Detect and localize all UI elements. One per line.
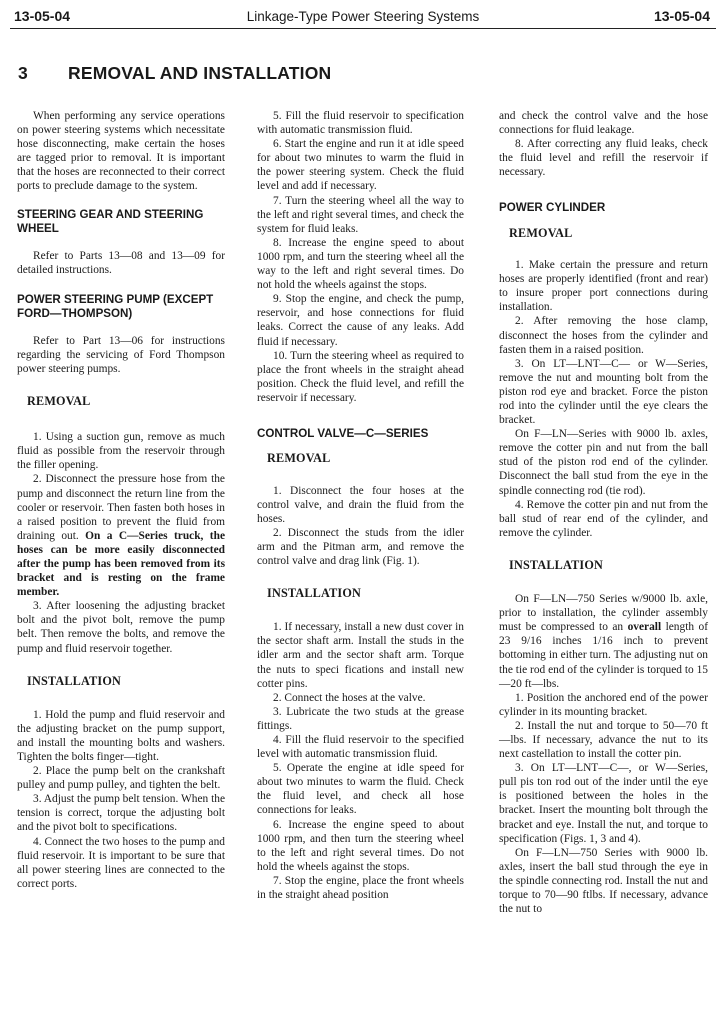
cylinder-install-note-c: length of 23 9/16 inches 1/16 inch to prevent bottoming in either turn. The adjusting nut on the tie rod end of the cylinder is torqued to 15—20 ft—lbs.: [499, 621, 709, 690]
heading-cylinder-removal: REMOVAL: [509, 225, 573, 240]
cylinder-install-note-overall: overall: [627, 621, 662, 634]
section-title: REMOVAL AND INSTALLATION: [68, 63, 332, 83]
cylinder-install-step-4: On F—LN—750 Series with 9000 lb. axles, insert the ball stud through the eye in the spindle connecting rod. Install the nut and torque to 70—90 ftlbs. If necessary, advance the nut to: [499, 846, 708, 916]
column-2: [257, 109, 464, 902]
section-number: 3: [18, 63, 28, 83]
pump-install-step-5: 5. Fill the fluid reservoir to specification with automatic transmission fluid.: [257, 110, 464, 137]
heading-control-valve: CONTROL VALVE—C—SERIES: [257, 426, 429, 440]
valve-install-step-1: 1. If necessary, install a new dust cover in the sector shaft arm. Install the studs in the idler arm and the sector shaft arm. Torque the nuts to speci fications and install new cotter pins.: [257, 621, 464, 690]
pump-removal-step-3: 3. After loosening the adjusting bracket bolt and the pivot bolt, remove the pump belt. Then remove the bolts, and remove the pump and fluid reservoir together.: [17, 600, 225, 655]
cylinder-removal-step-4: 4. Remove the cotter pin and nut from the ball stud of rear end of the cylinder, and remove the cylinder.: [499, 498, 708, 539]
cylinder-removal-step-3: 3. On LT—LNT—C— or W—Series, remove the nut and mounting bolt from the piston rod eye and bracket. Force the piston rod into the cylinder until the eye clears the bracket.: [499, 357, 708, 427]
heading-valve-installation: INSTALLATION: [267, 586, 362, 601]
cylinder-removal-step-2: 2. After removing the hose clamp, disconnect the hoses from the cylinder and fasten them in a raised position.: [499, 315, 708, 356]
page-number-left: 13-05-04: [14, 8, 71, 24]
heading-cylinder-installation: INSTALLATION: [509, 557, 604, 572]
heading-power-cylinder: POWER CYLINDER: [499, 201, 606, 215]
header-rule: [10, 28, 716, 29]
valve-install-step-3: 3. Lubricate the two studs at the grease fittings.: [257, 705, 464, 732]
pump-text: Refer to Part 13—06 for instructions regarding the servicing of Ford Thompson power steering pumps.: [17, 334, 225, 375]
steering-gear-text: Refer to Parts 13—08 and 13—09 for detailed instructions.: [17, 249, 225, 276]
valve-removal-step-1: 1. Disconnect the four hoses at the control valve, and drain the fluid from the hoses.: [257, 484, 464, 525]
cylinder-install-note: [499, 592, 708, 691]
page-number-right: 13-05-04: [653, 8, 710, 24]
valve-install-step-4: 4. Fill the fluid reservoir to the specified level with automatic transmission fluid.: [257, 733, 464, 761]
valve-install-step-7-continued: and check the control valve and the hose connections for fluid leakage.: [499, 110, 708, 137]
page-header: [0, 8, 726, 28]
valve-install-step-7: 7. Stop the engine, place the front wheels in the straight ahead position: [257, 874, 464, 901]
heading-pump-removal: REMOVAL: [27, 394, 91, 409]
pump-install-step-6: 6. Start the engine and run it at idle speed for about two minutes to warm the fluid in the power steering system. Check the fluid level and add if necessary.: [257, 138, 464, 193]
heading-valve-removal: REMOVAL: [267, 451, 331, 466]
pump-removal-step-2-note: On a C—Series truck, the hoses can be more easily disconnected after the pump has been removed from its bracket and is resting on the frame member.: [17, 529, 225, 599]
cylinder-install-note-a: On F—LN—750 Series w/9000 lb. axle, prior to installation, the cylinder assembly must be compressed to an: [499, 593, 708, 634]
intro-paragraph: When performing any service operations on power steering systems which necessitate hose disconnecting, make certain the hoses are tagged prior to removal. It is important that the hoses are reconnected to their correct ports to preclude damage to the system.: [17, 110, 225, 193]
heading-steering-gear: STEERING GEAR AND STEERING WHEEL: [17, 207, 204, 236]
pump-install-step-8: 8. Increase the engine speed to about 1000 rpm, and turn the steering wheel all the way to the left and right several times. Do not hold the wheels against the stops.: [257, 236, 464, 292]
column-1: [17, 109, 225, 891]
cylinder-removal-step-3b: On F—LN—Series with 9000 lb. axles, remove the cotter pin and nut from the ball stud of the piston rod end of the cylinder. Disconnect the ball stud from the eye in the spindle connecting rod (tie rod).: [499, 428, 708, 497]
pump-removal-step-2: [17, 472, 225, 599]
pump-install-step-10: 10. Turn the steering wheel as required to place the front wheels in the straight ahead position. Check the fluid level, and refill the reservoir if necessary.: [257, 349, 464, 404]
pump-install-step-7: 7. Turn the steering wheel all the way to the left and right several times, and check the system for fluid leaks.: [257, 194, 464, 235]
running-title: Linkage-Type Power Steering Systems: [246, 9, 480, 24]
pump-install-step-1: 1. Hold the pump and fluid reservoir and the adjusting bracket on the pump support, and install the mounting bolts and washers. Tighten the bolts finger—tight.: [17, 708, 225, 763]
cylinder-install-step-1: 1. Position the anchored end of the power cylinder in its mounting bracket.: [499, 691, 708, 718]
pump-install-step-2: 2. Place the pump belt on the crankshaft pulley and pump pulley, and tighten the belt.: [17, 765, 225, 792]
pump-install-step-3: 3. Adjust the pump belt tension. When the tension is correct, torque the adjusting bolt and the pivot bolt to specifications.: [17, 793, 225, 834]
cylinder-install-step-2: 2. Install the nut and torque to 50—70 ft—lbs. If necessary, advance the nut to its next castellation to install the cotter pin.: [499, 719, 708, 761]
section-heading: [18, 63, 331, 84]
pump-install-step-9: 9. Stop the engine, and check the pump, reservoir, and hose connections for fluid leaks. Correct the cause of any leaks. Add fluid if necessary.: [257, 293, 464, 348]
valve-install-step-5: 5. Operate the engine at idle speed for about two minutes to warm the fluid. Check the fluid level, and check all hose connections for leaks.: [257, 762, 464, 817]
pump-removal-step-1: 1. Using a suction gun, remove as much fluid as possible from the reservoir through the filler opening.: [17, 431, 225, 472]
cylinder-removal-step-1: 1. Make certain the pressure and return hoses are properly identified (front and rear) to insure proper port connections during installation.: [499, 259, 708, 314]
cylinder-install-step-3: 3. On LT—LNT—C—, or W—Series, pull pis ton rod out of the inder until the eye is positioned between the holes in the bracket. Insert the mounting bolt through the bracket and eye. Install the nut, and torque to specification (Figs. 1, 3 and 4).: [499, 762, 708, 845]
pump-removal-step-2-text: 2. Disconnect the pressure hose from the pump and disconnect the return line from the cooler or reservoir. Then fasten both hoses in a raised position to prevent the fluid from draining out.: [17, 473, 225, 542]
valve-install-step-6: 6. Increase the engine speed to about 1000 rpm, and then turn the steering wheel to the left and right several times. Do not hold the wheels against the stops.: [257, 818, 464, 873]
pump-install-step-4: 4. Connect the two hoses to the pump and fluid reservoir. It is important to be sure that all power steering lines are connected to the correct ports.: [17, 835, 225, 890]
valve-install-step-8: 8. After correcting any fluid leaks, check the fluid level and refill the reservoir if necessary.: [499, 138, 708, 179]
valve-install-step-2: 2. Connect the hoses at the valve.: [273, 691, 426, 704]
heading-power-steering-pump: POWER STEERING PUMP (EXCEPT FORD—THOMPSON): [17, 292, 214, 321]
valve-removal-step-2: 2. Disconnect the studs from the idler arm and the Pitman arm, and remove the control valve and drag link (Fig. 1).: [257, 526, 464, 568]
heading-pump-installation: INSTALLATION: [27, 673, 122, 688]
column-3: [499, 109, 708, 916]
